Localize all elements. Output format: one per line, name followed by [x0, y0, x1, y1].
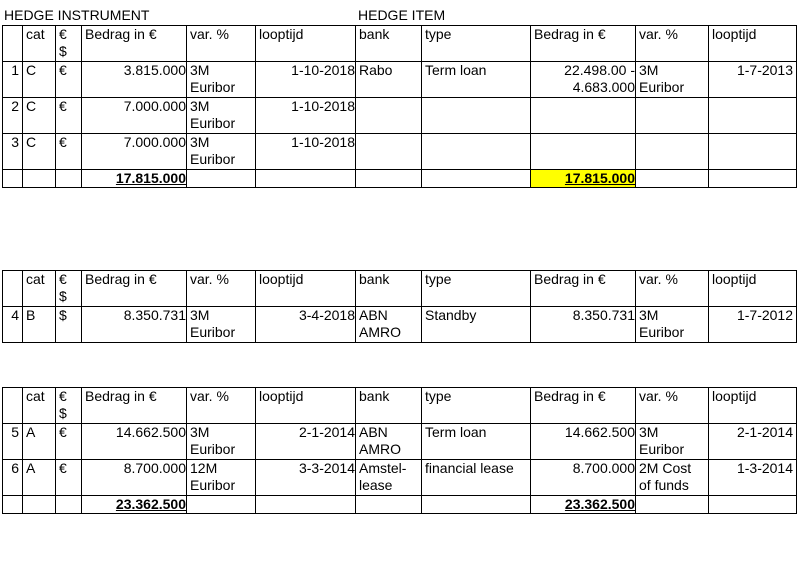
- row-bank: Amstel-lease: [356, 460, 422, 496]
- col-header-currency: € $: [56, 271, 82, 307]
- column-header-row: [3, 388, 797, 424]
- col-header-bank: bank: [356, 388, 422, 424]
- col-header-bank: bank: [356, 271, 422, 307]
- row-item-var: 2M Cost of funds: [636, 460, 709, 496]
- col-header-cat: cat: [23, 271, 56, 307]
- col-header-term: looptijd: [256, 388, 356, 424]
- col-header-item-amount: Bedrag in €: [531, 388, 636, 424]
- col-header-item-var: var. %: [636, 271, 709, 307]
- row-amount: 7.000.000: [82, 134, 187, 170]
- table-row: [3, 460, 797, 496]
- hedge-table-1: [2, 25, 797, 188]
- row-term: 3-4-2018: [256, 307, 356, 343]
- table-row: [3, 98, 797, 134]
- col-header-nr: [3, 271, 23, 307]
- row-term: 1-10-2018: [256, 134, 356, 170]
- row-var: 12M Euribor: [187, 460, 256, 496]
- table-row: [3, 62, 797, 98]
- row-type: Standby: [422, 307, 531, 343]
- col-header-item-var: var. %: [636, 388, 709, 424]
- row-item-amount: [531, 98, 636, 134]
- row-amount: 14.662.500: [82, 424, 187, 460]
- row-item-amount: 22.498.00 - 4.683.000: [531, 62, 636, 98]
- col-header-item-amount: Bedrag in €: [531, 26, 636, 62]
- row-term: 2-1-2014: [256, 424, 356, 460]
- row-type: financial lease: [422, 460, 531, 496]
- row-item-term: [709, 134, 797, 170]
- col-header-nr: [3, 26, 23, 62]
- row-type: Term loan: [422, 62, 531, 98]
- col-header-term: looptijd: [256, 26, 356, 62]
- col-header-amount: Bedrag in €: [82, 271, 187, 307]
- row-currency: €: [56, 460, 82, 496]
- total-row: [3, 496, 797, 514]
- row-bank: [356, 134, 422, 170]
- row-bank: [356, 98, 422, 134]
- hedge-table-3: [2, 387, 797, 514]
- col-header-amount: Bedrag in €: [82, 388, 187, 424]
- col-header-var: var. %: [187, 271, 256, 307]
- hedge-table-2: [2, 270, 797, 343]
- table-row: [3, 134, 797, 170]
- hedge-item-heading: HEDGE ITEM: [358, 7, 446, 23]
- col-header-nr: [3, 388, 23, 424]
- row-type: [422, 98, 531, 134]
- total-instrument: 17.815.000: [115, 170, 186, 186]
- row-var: 3M Euribor: [187, 98, 256, 134]
- row-item-amount: 8.350.731: [531, 307, 636, 343]
- col-header-var: var. %: [187, 26, 256, 62]
- col-header-amount: Bedrag in €: [82, 26, 187, 62]
- row-var: 3M Euribor: [187, 307, 256, 343]
- row-amount: 3.815.000: [82, 62, 187, 98]
- row-item-amount: 8.700.000: [531, 460, 636, 496]
- row-bank: ABN AMRO: [356, 424, 422, 460]
- row-term: 3-3-2014: [256, 460, 356, 496]
- row-amount: 8.700.000: [82, 460, 187, 496]
- row-item-var: 3M Euribor: [636, 62, 709, 98]
- row-currency: €: [56, 424, 82, 460]
- row-item-var: [636, 134, 709, 170]
- row-cat: B: [23, 307, 56, 343]
- col-header-item-var: var. %: [636, 26, 709, 62]
- col-header-item-amount: Bedrag in €: [531, 271, 636, 307]
- row-item-term: 1-7-2013: [709, 62, 797, 98]
- row-nr: 6: [3, 460, 23, 496]
- table-row: [3, 424, 797, 460]
- row-item-term: 2-1-2014: [709, 424, 797, 460]
- row-item-var: [636, 98, 709, 134]
- col-header-item-term: looptijd: [709, 26, 797, 62]
- row-item-term: [709, 98, 797, 134]
- table-row: [3, 307, 797, 343]
- total-item: 23.362.500: [564, 496, 635, 512]
- row-cat: C: [23, 98, 56, 134]
- col-header-item-term: looptijd: [709, 271, 797, 307]
- row-cat: C: [23, 62, 56, 98]
- row-var: 3M Euribor: [187, 62, 256, 98]
- row-var: 3M Euribor: [187, 424, 256, 460]
- col-header-var: var. %: [187, 388, 256, 424]
- row-cat: A: [23, 424, 56, 460]
- row-amount: 7.000.000: [82, 98, 187, 134]
- col-header-type: type: [422, 388, 531, 424]
- row-nr: 5: [3, 424, 23, 460]
- row-currency: €: [56, 134, 82, 170]
- row-type: Term loan: [422, 424, 531, 460]
- hedge-instrument-heading: HEDGE INSTRUMENT: [4, 7, 150, 23]
- column-header-row: [3, 271, 797, 307]
- row-cat: C: [23, 134, 56, 170]
- row-nr: 1: [3, 62, 23, 98]
- col-header-currency: € $: [56, 388, 82, 424]
- col-header-bank: bank: [356, 26, 422, 62]
- col-header-cat: cat: [23, 388, 56, 424]
- row-item-amount: [531, 134, 636, 170]
- col-header-term: looptijd: [256, 271, 356, 307]
- column-header-row: [3, 26, 797, 62]
- row-currency: $: [56, 307, 82, 343]
- col-header-currency: € $: [56, 26, 82, 62]
- row-item-term: 1-3-2014: [709, 460, 797, 496]
- row-nr: 4: [3, 307, 23, 343]
- row-item-amount: 14.662.500: [531, 424, 636, 460]
- col-header-item-term: looptijd: [709, 388, 797, 424]
- col-header-type: type: [422, 271, 531, 307]
- row-nr: 3: [3, 134, 23, 170]
- total-instrument: 23.362.500: [115, 496, 186, 512]
- total-row: [3, 170, 797, 188]
- col-header-cat: cat: [23, 26, 56, 62]
- row-nr: 2: [3, 98, 23, 134]
- row-item-term: 1-7-2012: [709, 307, 797, 343]
- total-item-highlighted: 17.815.000: [564, 170, 635, 186]
- row-item-var: 3M Euribor: [636, 307, 709, 343]
- row-var: 3M Euribor: [187, 134, 256, 170]
- row-cat: A: [23, 460, 56, 496]
- row-bank: Rabo: [356, 62, 422, 98]
- row-amount: 8.350.731: [82, 307, 187, 343]
- row-term: 1-10-2018: [256, 98, 356, 134]
- col-header-type: type: [422, 26, 531, 62]
- row-currency: €: [56, 98, 82, 134]
- row-type: [422, 134, 531, 170]
- row-term: 1-10-2018: [256, 62, 356, 98]
- row-item-var: 3M Euribor: [636, 424, 709, 460]
- row-currency: €: [56, 62, 82, 98]
- row-bank: ABN AMRO: [356, 307, 422, 343]
